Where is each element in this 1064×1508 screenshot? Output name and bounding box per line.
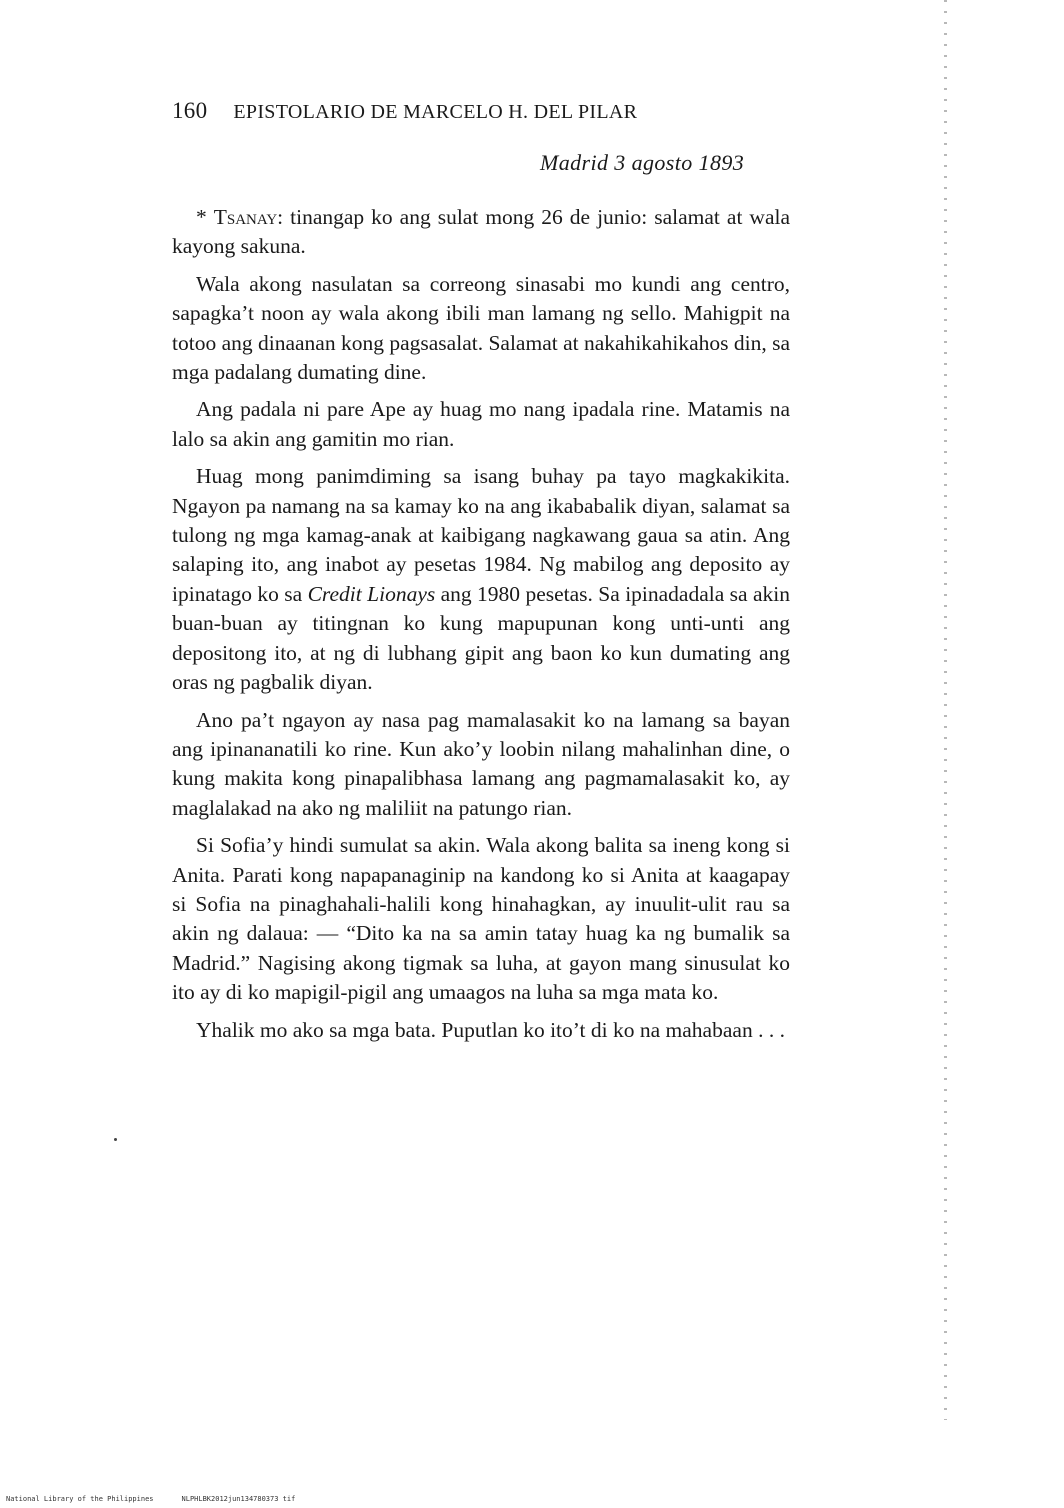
letter-paragraph: Ang padala ni pare Ape ay huag mo nang ipadala rine. Matamis na lalo sa akin ang gamitin mo rian. — [172, 397, 790, 451]
scan-speck — [114, 1138, 117, 1141]
library-credit: National Library of the Philippines — [6, 1495, 154, 1503]
italic-bank-name: Credit Lionays — [307, 581, 436, 606]
letter-paragraph — [172, 462, 790, 697]
paragraph-text: tinangap ko ang sulat mong 26 de junio: salamat at wala kayong sakuna. — [172, 205, 790, 259]
paragraph-text: Huag mong panimdiming sa isang buhay pa tayo magkakikita. Ngayon pa namang na sa kamay ko na ang ikababalik diyan, salamat sa tulong ng mga kamag-anak at kaibigang nagkawang gaua sa atin. Ang salaping ito, ang inabot ay pesetas 1984. Ng mabilog ang deposito ay ipinatago ko sa — [172, 464, 790, 606]
letter-body — [172, 203, 790, 1053]
page-number: 160 — [172, 98, 208, 123]
paragraph-text: ang 1980 pesetas. Sa ipinadadala sa akin buan-buan ay titingnan ko kung mapupunan kong unti-unti ang depositong ito, at ng di lubhang gipit ang baon ko kun dumating ang oras ng pagbalik diyan. — [172, 581, 790, 695]
footnote-marker: * — [196, 205, 214, 229]
scan-margin-artifact — [944, 0, 947, 1420]
scan-file-id: NLPHLBK2012jun134780373 tif — [181, 1495, 296, 1503]
letter-dateline: Madrid 3 agosto 1893 — [540, 150, 745, 175]
salutation: Tsanay: — [213, 205, 284, 229]
letter-paragraph: Si Sofia’y hindi sumulat sa akin. Wala akong balita sa ineng kong si Anita. Parati kong napapanaginip na kandong ko si Anita at kaagapay si Sofia na pinaghahali-halili kong hinahagkan, ay inuulit-ulit rau sa akin ng dalaua: — “Dito ka na sa amin tatay huag ka ng bumalik sa Madrid.” Nagising akong tigmak sa luha, at gayon mang sinusulat ko ito ay di ko mapigil-pigil ang umaagos na luha sa mga mata ko. — [172, 833, 790, 1005]
letter-paragraph: Wala akong nasulatan sa correong sinasabi mo kundi ang centro, sapagka’t noon ay wala akong ibili man lamang ng sello. Mahigpit na totoo ang dinaanan kong pagsasalat. Salamat at nakahikahikahos din, sa mga padalang dumating dine. — [172, 271, 790, 385]
scan-footer — [6, 1495, 295, 1503]
letter-paragraph: Ano pa’t ngayon ay nasa pag mamalasakit ko na lamang sa bayan ang ipinananatili ko rine. Kun ako’y loobin nilang mahalinhan dine, o kung makita kong pinapalibhasa lamang ang pagmamalasakit ko, ay maglalakad na ako ng maliliit na patungo rian. — [172, 707, 790, 820]
page-header — [172, 98, 732, 124]
letter-paragraph: Yhalik mo ako sa mga bata. Puputlan ko ito’t di ko na mahabaan . . . — [196, 1017, 785, 1042]
running-title: EPISTOLARIO DE MARCELO H. DEL PILAR — [233, 101, 638, 123]
letter-paragraph — [172, 203, 790, 262]
